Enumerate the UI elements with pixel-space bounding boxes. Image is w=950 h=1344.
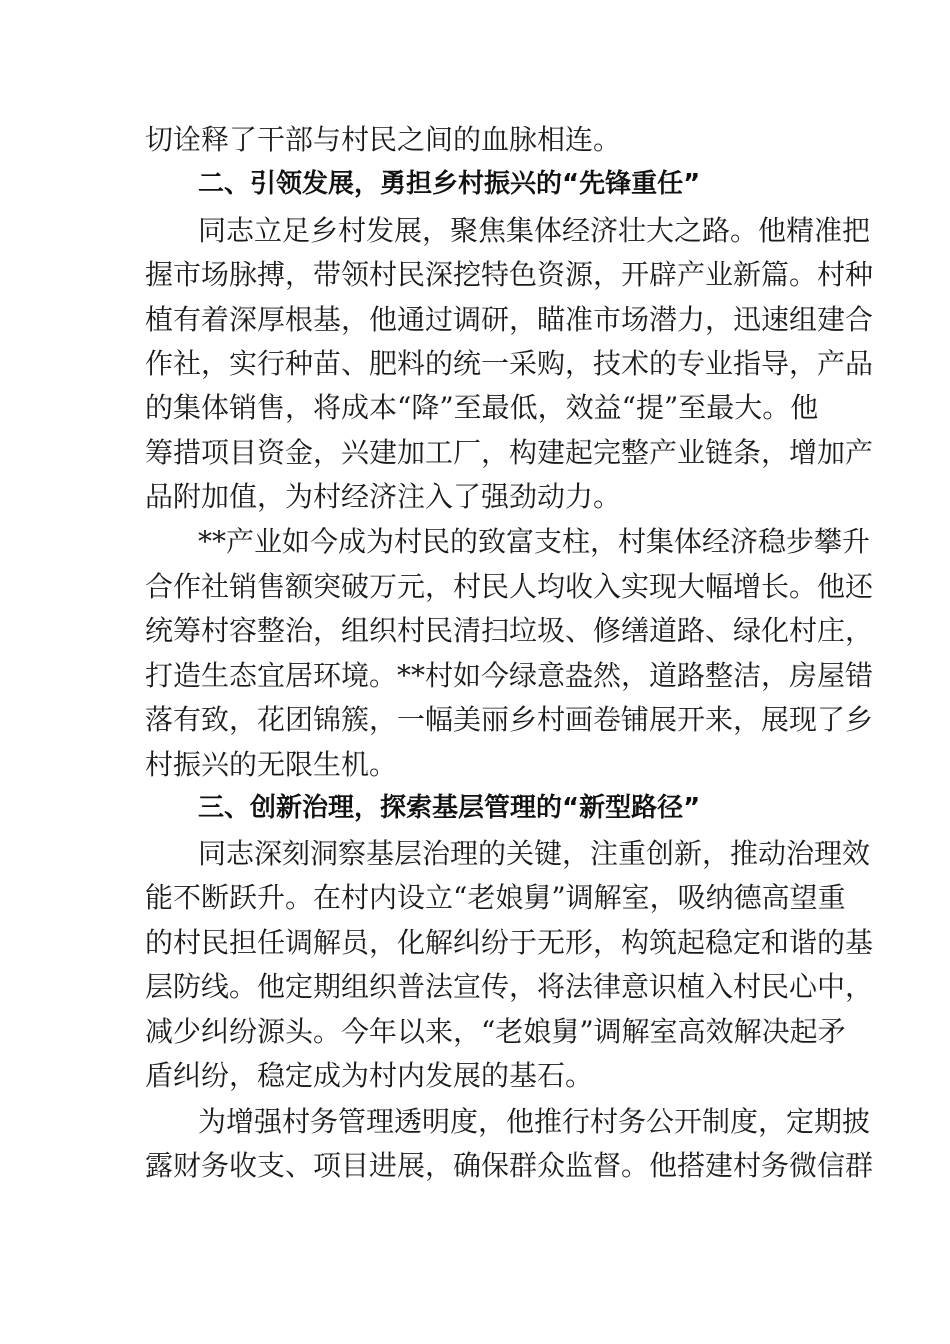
- text-line: 落有致，花团锦簇，一幅美丽乡村画卷铺展开来，展现了乡: [145, 703, 874, 736]
- paragraph-line: [0, 921, 950, 965]
- text-line: 植有着深厚根基，他通过调研，瞄准市场潜力，迅速组建合: [145, 303, 874, 336]
- text-line: 减少纠纷源头。今年以来，“老娘舅”调解室高效解决起矛: [145, 1015, 846, 1048]
- section-heading-2: [0, 162, 950, 206]
- paragraph-line: [0, 965, 950, 1009]
- paragraph-line: [0, 1010, 950, 1054]
- text-line: 盾纠纷，稳定成为村内发展的基石。: [145, 1059, 594, 1092]
- text-line: 层防线。他定期组织普法宣传，将法律意识植入村民心中，: [145, 970, 874, 1003]
- section-heading-3: [0, 786, 950, 830]
- paragraph-line: [0, 118, 950, 162]
- text-line: 作社，实行种苗、肥料的统一采购，技术的专业指导，产品: [145, 347, 874, 380]
- text-line: 能不断跃升。在村内设立“老娘舅”调解室，吸纳德高望重: [145, 881, 846, 914]
- paragraph-line: [0, 209, 950, 253]
- text-line: 打造生态宜居环境。**村如今绿意盎然，道路整洁，房屋错: [145, 659, 874, 692]
- paragraph-line: [0, 654, 950, 698]
- paragraph-line: [0, 1100, 950, 1144]
- paragraph-line: [0, 698, 950, 742]
- text-line: **产业如今成为村民的致富支柱，村集体经济稳步攀升: [198, 525, 871, 558]
- text-line: 的集体销售，将成本“降”至最低，效益“提”至最大。他: [145, 391, 819, 424]
- paragraph-line: [0, 876, 950, 920]
- text-line: 为增强村务管理透明度，他推行村务公开制度，定期披: [198, 1105, 871, 1138]
- paragraph-line: [0, 386, 950, 430]
- text-line: 筹措项目资金，兴建加工厂，构建起完整产业链条，增加产: [145, 436, 874, 469]
- paragraph-line: [0, 1054, 950, 1098]
- paragraph-line: [0, 298, 950, 342]
- text-line: 露财务收支、项目进展，确保群众监督。他搭建村务微信群: [145, 1149, 874, 1182]
- paragraph-line: [0, 342, 950, 386]
- text-line: 统筹村容整治，组织村民清扫垃圾、修缮道路、绿化村庄，: [145, 614, 874, 647]
- text-line: 村振兴的无限生机。: [145, 748, 398, 781]
- text-line: 握市场脉搏，带领村民深挖特色资源，开辟产业新篇。村种: [145, 258, 874, 291]
- paragraph-line: [0, 565, 950, 609]
- paragraph-line: [0, 520, 950, 564]
- text-line: 合作社销售额突破万元，村民人均收入实现大幅增长。他还: [145, 570, 874, 603]
- paragraph-line: [0, 832, 950, 876]
- paragraph-line: [0, 743, 950, 787]
- heading-text: 二、引领发展，勇担乡村振兴的“先锋重任”: [198, 169, 701, 199]
- text-line: 品附加值，为村经济注入了强劲动力。: [145, 480, 622, 513]
- paragraph-line: [0, 609, 950, 653]
- paragraph-line: [0, 253, 950, 297]
- heading-text: 三、创新治理，探索基层管理的“新型路径”: [198, 793, 701, 823]
- text-line: 切诠释了干部与村民之间的血脉相连。: [145, 123, 622, 156]
- text-line: 的村民担任调解员，化解纠纷于无形，构筑起稳定和谐的基: [145, 926, 874, 959]
- paragraph-line: [0, 1144, 950, 1188]
- text-line: 同志深刻洞察基层治理的关键，注重创新，推动治理效: [198, 837, 871, 870]
- text-line: 同志立足乡村发展，聚焦集体经济壮大之路。他精准把: [198, 214, 871, 247]
- paragraph-line: [0, 431, 950, 475]
- paragraph-line: [0, 475, 950, 519]
